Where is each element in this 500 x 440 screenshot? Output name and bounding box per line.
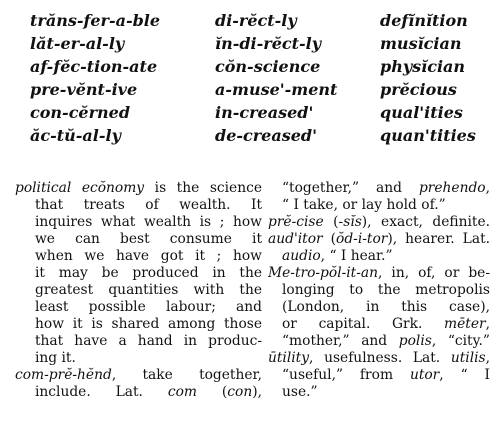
word: quan'tities xyxy=(380,126,476,145)
definition-line: greatest quantities with the xyxy=(35,282,262,298)
definition-line: “mother,” and polis, “city.” xyxy=(282,333,490,349)
word-row xyxy=(30,80,490,103)
word: lăt-er-al-ly xyxy=(30,34,125,53)
definition-line: how it is shared among those xyxy=(35,316,262,332)
definition-line: (London, in this case), xyxy=(282,299,490,315)
word-row xyxy=(30,34,490,57)
definition-line: it may be produced in the xyxy=(35,265,262,281)
definition-line: least possible labour; and xyxy=(35,299,262,315)
definition-line: Me-tro-pŏl-it-an, in, of, or be- xyxy=(268,265,490,281)
definition-line: political ecŏnomy is the science xyxy=(15,180,262,196)
definition-line: “together,” and prehendo, xyxy=(282,180,490,196)
word: pre-vĕnt-ive xyxy=(30,80,138,99)
word-row xyxy=(30,126,490,149)
word: in-creased' xyxy=(215,103,314,122)
word: qual'ities xyxy=(380,103,463,122)
definition-line: or capital. Grk. mēter, xyxy=(282,316,490,332)
word-row xyxy=(30,57,490,80)
definition-line: prĕ-cise (-sĭs), exact, definite. xyxy=(268,214,490,230)
definition-line: ing it. xyxy=(35,350,76,366)
definition-line: inquires what wealth is ; how xyxy=(35,214,262,230)
definition-line: audio, “ I hear.” xyxy=(282,248,393,264)
definition-line: “ I take, or lay hold of.” xyxy=(282,197,446,213)
definition-line: we can best consume it xyxy=(35,231,262,247)
definition-line: use.” xyxy=(282,384,318,400)
word: con-cĕrned xyxy=(30,103,131,122)
word: defĭnĭtion xyxy=(380,11,468,30)
word-row xyxy=(30,103,490,126)
definition-line: longing to the metropolis xyxy=(282,282,490,298)
definition-line: “useful,” from utor, “ I xyxy=(282,367,490,383)
word-row xyxy=(30,11,490,34)
definitions-right-column xyxy=(268,180,490,401)
word: physĭcian xyxy=(380,57,466,76)
word-table xyxy=(30,11,490,149)
definition-line: com-prĕ-hĕnd, take together, xyxy=(15,367,262,383)
definition-line: when we have got it ; how xyxy=(35,248,262,264)
definition-line: aud'itor (ŏd-i-tor), hearer. Lat. xyxy=(268,231,490,247)
word: trăns-fer-a-ble xyxy=(30,11,161,30)
word: ăc-tŭ-al-ly xyxy=(30,126,121,145)
definition-line: that treats of wealth. It xyxy=(35,197,262,213)
word: di-rĕct-ly xyxy=(215,11,297,30)
word: a-muse'-ment xyxy=(215,80,338,99)
word: de-creased' xyxy=(215,126,317,145)
definition-line: that have a hand in produc- xyxy=(35,333,262,349)
word: musĭcian xyxy=(380,34,462,53)
definitions-left-column xyxy=(15,180,262,401)
definition-line: ūtility, usefulness. Lat. utilis, xyxy=(268,350,490,366)
word: af-fĕc-tion-ate xyxy=(30,57,158,76)
definition-line: include. Lat. com (con), xyxy=(35,384,262,400)
word: cŏn-science xyxy=(215,57,321,76)
word: prĕcious xyxy=(380,80,457,99)
word: ĭn-di-rĕct-ly xyxy=(215,34,322,53)
